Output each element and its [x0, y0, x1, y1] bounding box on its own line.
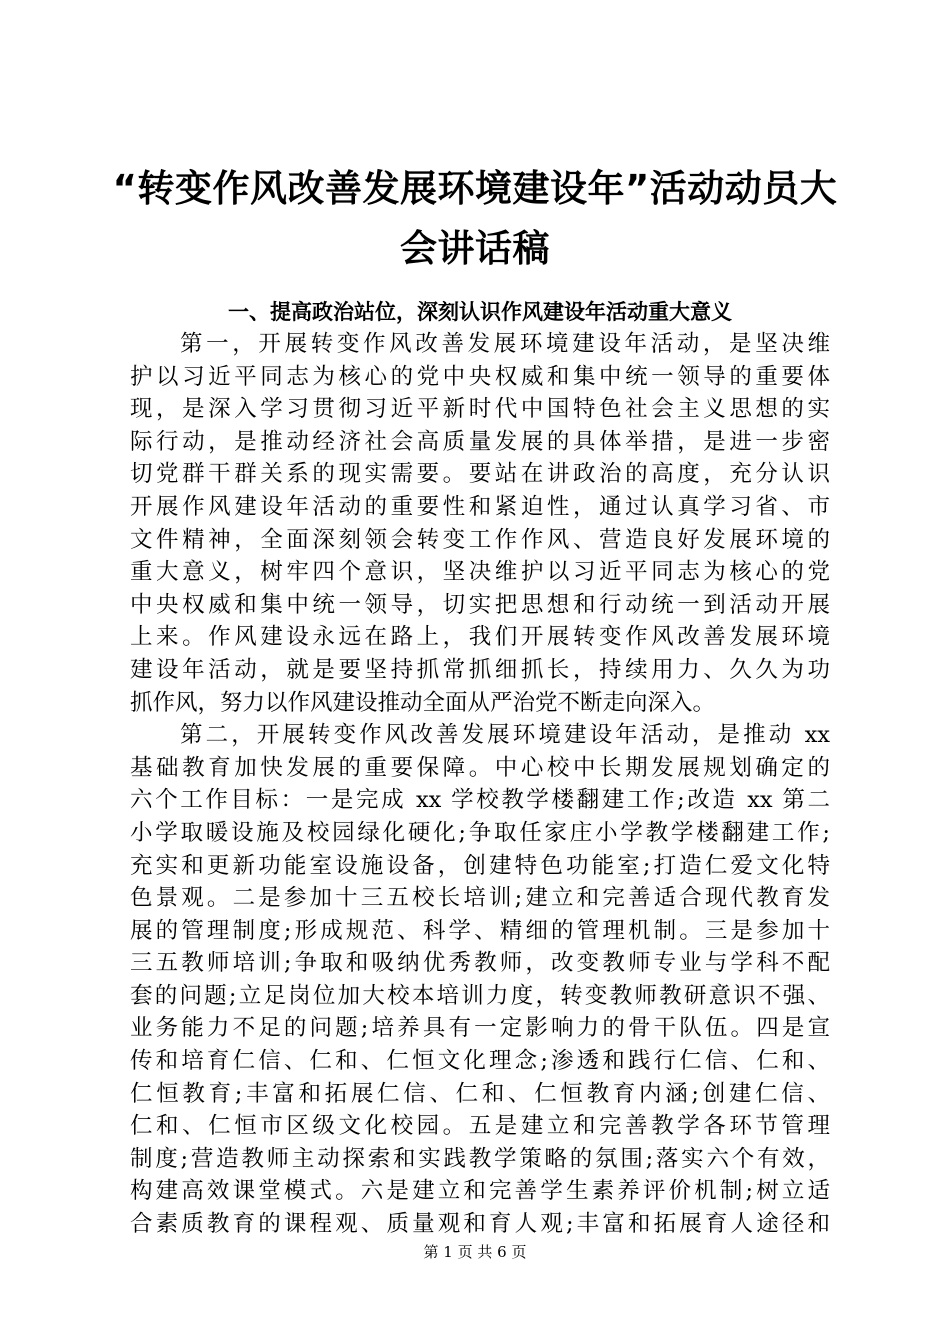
paragraph-line: 基础教育加快发展的重要保障。中心校中长期发展规划确定的	[130, 754, 830, 781]
paragraph-line: 套的问题;立足岗位加大校本培训力度，转变教师教研意识不强、	[130, 982, 830, 1009]
paragraph-line: 业务能力不足的问题;培养具有一定影响力的骨干队伍。四是宣	[130, 1015, 830, 1042]
paragraph-line: 第二，开展转变作风改善发展环境建设年活动，是推动 xx	[180, 722, 830, 749]
paragraph-line: 仁和、仁恒市区级文化校园。五是建立和完善教学各环节管理	[130, 1113, 830, 1140]
body-text	[130, 328, 830, 1241]
paragraph-line: 色景观。二是参加十三五校长培训;建立和完善适合现代教育发	[130, 885, 830, 912]
section-heading: 一、提高政治站位，深刻认识作风建设年活动重大意义	[228, 300, 732, 324]
paragraph-line: 文件精神，全面深刻领会转变工作作风、营造良好发展环境的	[130, 526, 830, 553]
paragraph-line: 现，是深入学习贯彻习近平新时代中国特色社会主义思想的实	[130, 396, 830, 423]
paragraph-line: 建设年活动，就是要坚持抓常抓细抓长，持续用力、久久为功	[130, 656, 830, 683]
paragraph-line: 制度;营造教师主动探索和实践教学策略的氛围;落实六个有效，	[130, 1145, 830, 1172]
paragraph-line: 小学取暖设施及校园绿化硬化;争取任家庄小学教学楼翻建工作;	[130, 819, 830, 846]
paragraph-line: 重大意义，树牢四个意识，坚决维护以习近平同志为核心的党	[130, 559, 830, 586]
paragraph-line: 展的管理制度;形成规范、科学、精细的管理机制。三是参加十	[130, 917, 830, 944]
paragraph-line: 三五教师培训;争取和吸纳优秀教师，改变教师专业与学科不配	[130, 950, 830, 977]
paragraph-line: 上来。作风建设永远在路上，我们开展转变作风改善发展环境	[130, 624, 830, 651]
paragraph-line: 合素质教育的课程观、质量观和育人观;丰富和拓展育人途径和	[130, 1211, 830, 1238]
paragraph-line: 中央权威和集中统一领导，切实把思想和行动统一到活动开展	[130, 591, 830, 618]
paragraph-line: 抓作风，努力以作风建设推动全面从严治党不断走向深入。	[130, 689, 716, 716]
paragraph-line: 仁恒教育;丰富和拓展仁信、仁和、仁恒教育内涵;创建仁信、	[130, 1080, 830, 1107]
document-title-line-2: 会讲话稿	[400, 227, 550, 270]
document-title-line-1: “转变作风改善发展环境建设年”活动动员大	[112, 167, 838, 210]
paragraph-line: 际行动，是推动经济社会高质量发展的具体举措，是进一步密	[130, 428, 830, 455]
paragraph-line: 第一，开展转变作风改善发展环境建设年活动，是坚决维	[180, 331, 830, 357]
paragraph-line: 护以习近平同志为核心的党中央权威和集中统一领导的重要体	[130, 363, 830, 390]
page-footer: 第 1 页 共 6 页	[423, 1243, 527, 1261]
paragraph-line: 构建高效课堂模式。六是建立和完善学生素养评价机制;树立适	[130, 1178, 830, 1205]
paragraph-line: 切党群干群关系的现实需要。要站在讲政治的高度，充分认识	[130, 461, 830, 488]
paragraph-line: 六个工作目标：一是完成 xx 学校教学楼翻建工作;改造 xx 第二	[130, 787, 830, 814]
paragraph-line: 传和培育仁信、仁和、仁恒文化理念;渗透和践行仁信、仁和、	[130, 1048, 830, 1075]
paragraph-line: 开展作风建设年活动的重要性和紧迫性，通过认真学习省、市	[130, 493, 830, 520]
paragraph-line: 充实和更新功能室设施设备，创建特色功能室;打造仁爱文化特	[130, 852, 830, 879]
